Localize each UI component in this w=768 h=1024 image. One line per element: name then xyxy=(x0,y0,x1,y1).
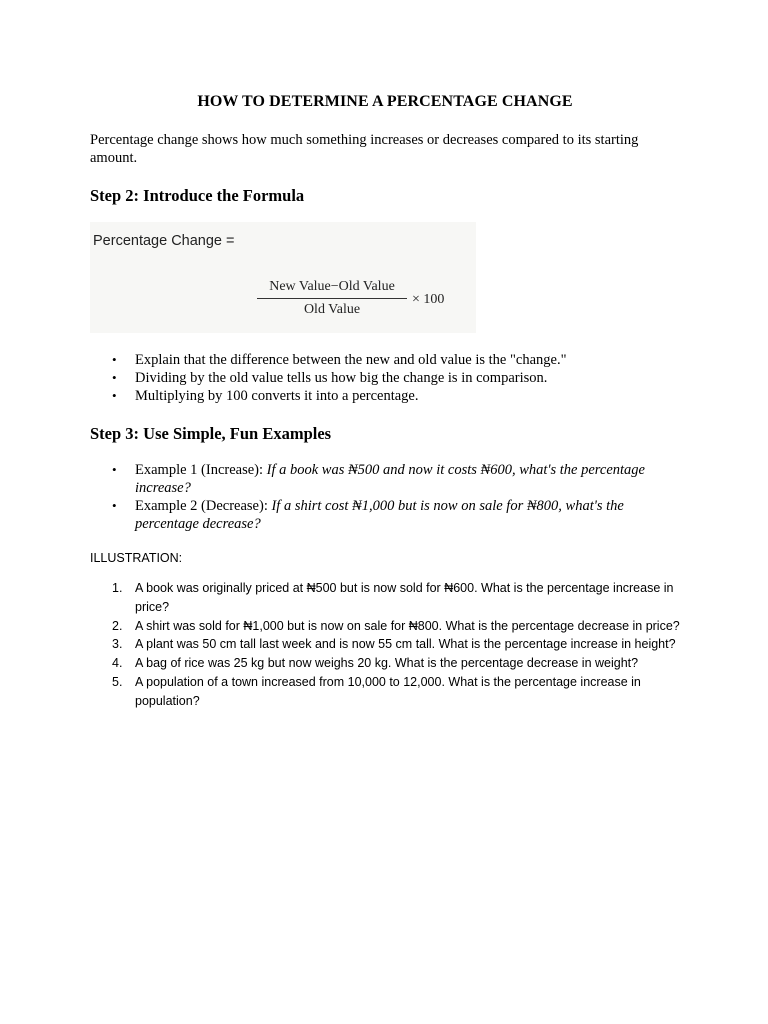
bullet-icon: • xyxy=(112,462,117,477)
list-number: 2. xyxy=(112,618,123,633)
formula-fraction xyxy=(257,279,407,318)
bullet-icon: • xyxy=(112,370,117,385)
list-item: • Dividing by the old value tells us how big the change is in comparison. xyxy=(112,370,548,386)
list-item: 3. A plant was 50 cm tall last week and is now 55 cm tall. What is the percentage increase in height? xyxy=(90,635,680,654)
list-number: 3. xyxy=(112,637,123,652)
example-text: If a shirt cost ₦1,000 but is now on sale for ₦800, what's the percentage decrease? xyxy=(135,498,624,532)
list-item: 5. A population of a town increased from 10,000 to 12,000. What is the percentage increase in population? xyxy=(112,674,641,708)
step3-example-list xyxy=(90,461,680,533)
list-item: 1. A book was originally priced at ₦500 but is now sold for ₦600. What is the percentage increase in price? xyxy=(112,581,674,614)
step3-heading: Step 3: Use Simple, Fun Examples xyxy=(90,424,332,443)
illustration-question-list xyxy=(90,579,680,711)
formula-denominator: Old Value xyxy=(303,302,361,317)
step2-bullet-list xyxy=(90,351,680,405)
list-number: 1. xyxy=(112,581,123,595)
illustration-label: ILLUSTRATION: xyxy=(90,551,183,565)
list-number: 4. xyxy=(112,656,123,671)
bullet-icon: • xyxy=(112,352,117,367)
intro-paragraph: Percentage change shows how much something increases or decreases compared to its starting amount. xyxy=(90,132,639,166)
example-lead: Example 2 (Decrease): xyxy=(135,498,272,514)
list-number: 5. xyxy=(112,674,123,689)
bullet-icon: • xyxy=(112,498,117,513)
document-title: HOW TO DETERMINE A PERCENTAGE CHANGE xyxy=(197,93,573,110)
example-text: If a book was ₦500 and now it costs ₦600, what's the percentage increase? xyxy=(135,462,645,496)
list-item: 2. A shirt was sold for ₦1,000 but is now on sale for ₦800. What is the percentage decrease in price? xyxy=(90,617,680,636)
list-item xyxy=(90,461,680,497)
list-item: • Multiplying by 100 converts it into a percentage. xyxy=(112,388,419,404)
list-item: • Explain that the difference between the new and old value is the "change." xyxy=(112,352,567,368)
formula-multiplier: × 100 xyxy=(412,292,445,307)
formula-label: Percentage Change = xyxy=(93,233,235,249)
list-item: 4. A bag of rice was 25 kg but now weighs 20 kg. What is the percentage decrease in weight? xyxy=(90,654,680,673)
step2-heading: Step 2: Introduce the Formula xyxy=(90,186,305,205)
formula-image xyxy=(90,222,476,333)
formula-numerator: New Value−Old Value xyxy=(269,279,395,294)
list-item xyxy=(90,497,680,533)
bullet-icon: • xyxy=(112,388,117,403)
example-lead: Example 1 (Increase): xyxy=(135,462,267,478)
